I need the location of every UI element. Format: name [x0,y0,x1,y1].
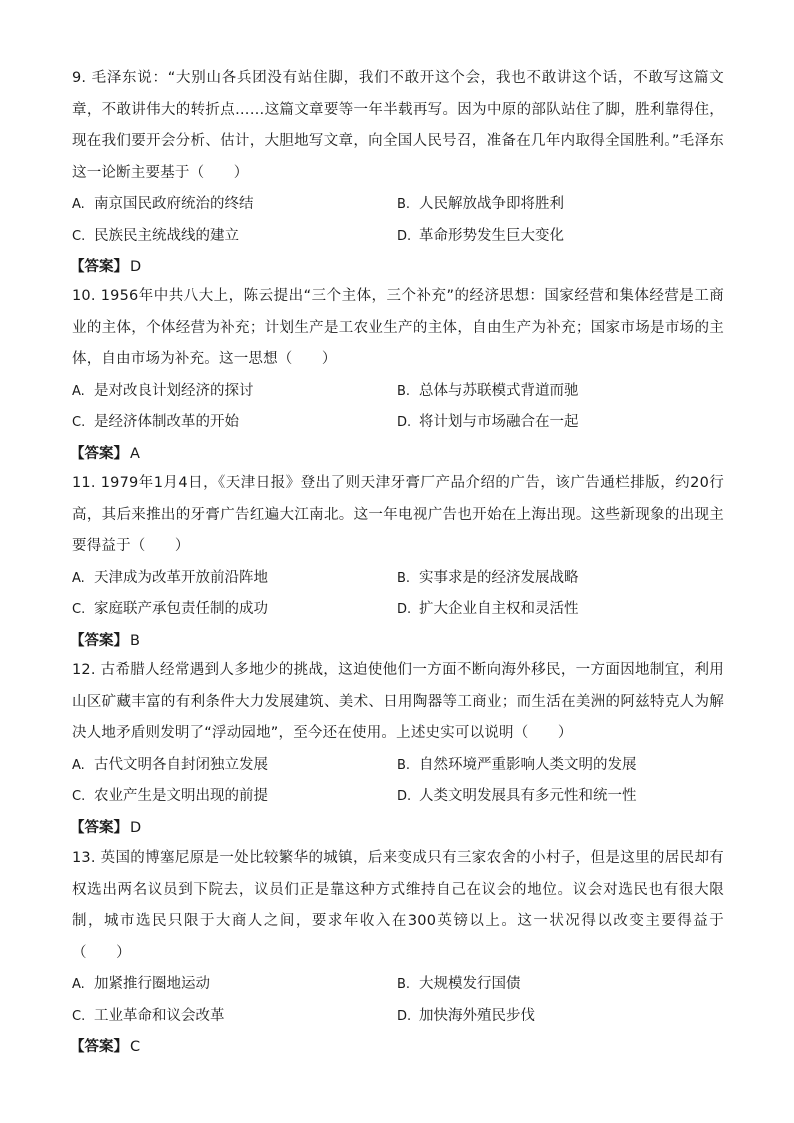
question-stem: 12. 古希腊人经常遇到人多地少的挑战，这迫使他们一方面不断向海外移民，一方面因地制宜，利用山区矿藏丰富的有利条件大力发展建筑、美术、日用陶器等工商业；而生活在美洲的阿兹特克人为解决人地矛盾则发明了“浮动园地”，至今还在使用。上述史实可以说明（ ） [72,662,724,741]
option-a: A. 南京国民政府统治的终结 [72,196,254,212]
option-d: D. 将计划与市场融合在一起 [397,414,579,430]
answer-line [70,1032,724,1064]
answer-value: A [130,445,140,462]
answer-line [70,252,724,284]
answer-line [70,813,724,845]
option-b: B. 大规模发行国债 [397,976,521,992]
answer-value: C [130,1039,141,1055]
question-12 [72,655,724,844]
answer-line [70,626,724,658]
option-b: B. 实事求是的经济发展战略 [397,569,579,586]
question-10 [72,281,724,470]
option-a: A. 加紧推行圈地运动 [72,976,210,992]
option-a: A. 天津成为改革开放前沿阵地 [72,569,268,586]
option-d: D. 扩大企业自主权和灵活性 [397,601,579,617]
options-grid [72,750,724,813]
option-c: C. 家庭联产承包责任制的成功 [72,601,268,617]
answer-line [70,439,724,471]
answer-label: 【答案】 [70,259,128,275]
question-9 [72,63,724,284]
answer-label: 【答案】 [70,1039,128,1055]
option-d: D. 革命形势发生巨大变化 [397,227,564,244]
option-c: C. 是经济体制改革的开始 [72,414,239,430]
options-grid [72,563,724,626]
question-stem: 10. 1956年中共八大上，陈云提出“三个主体，三个补充”的经济思想：国家经营和集体经营是工商业的主体，个体经营为补充；计划生产是工农业生产的主体，自由生产为补充；国家市场是市场的主体，自由市场为补充。这一思想（ ） [72,288,724,367]
options-grid [72,189,724,252]
answer-label: 【答案】 [70,819,128,836]
option-d: D. 加快海外殖民步伐 [397,1007,535,1024]
option-a: A. 是对改良计划经济的探讨 [72,382,254,399]
option-c: C. 农业产生是文明出现的前提 [72,788,268,804]
option-b: B. 人民解放战争即将胜利 [397,196,564,212]
answer-value: D [130,259,142,275]
answer-value: D [130,819,142,836]
options-grid [72,376,724,439]
question-11 [72,468,724,657]
question-stem: 13. 英国的博塞尼原是一处比较繁华的城镇，后来变成只有三家农舍的小村子，但是这里的居民却有权选出两名议员到下院去，议员们正是靠这种方式维持自己在议会的地位。议会对选民也有很大限制，城市选民只限于大商人之间，要求年收入在300英镑以上。这一状况得以改变主要得益于（ ） [72,850,724,961]
option-c: C. 工业革命和议会改革 [72,1007,225,1024]
option-d: D. 人类文明发展具有多元性和统一性 [397,788,637,804]
option-c: C. 民族民主统战线的建立 [72,227,239,244]
option-b: B. 自然环境严重影响人类文明的发展 [397,756,637,773]
answer-label: 【答案】 [70,445,128,462]
question-13 [72,843,724,1064]
question-stem: 11. 1979年1月4日，《天津日报》登出了则天津牙膏厂产品介绍的广告，该广告通栏排版，约20行高，其后来推出的牙膏广告红遍大江南北。这一年电视广告也开始在上海出现。这些新现象的出现主要得益于（ ） [72,475,724,554]
option-a: A. 古代文明各自封闭独立发展 [72,756,268,773]
question-stem: 9. 毛泽东说：“大别山各兵团没有站住脚，我们不敢开这个会，我也不敢讲这个话，不敢写这篇文章，不敢讲伟大的转折点……这篇文章要等一年半载再写。因为中原的部队站住了脚，胜利靠得住，现在我们要开会分析、估计，大胆地写文章，向全国人民号召，准备在几年内取得全国胜利。”毛泽东这一论断主要基于（ ） [72,70,724,181]
answer-label: 【答案】 [70,632,128,649]
options-grid [72,969,724,1032]
answer-value: B [130,632,140,649]
option-b: B. 总体与苏联模式背道而驰 [397,382,579,399]
